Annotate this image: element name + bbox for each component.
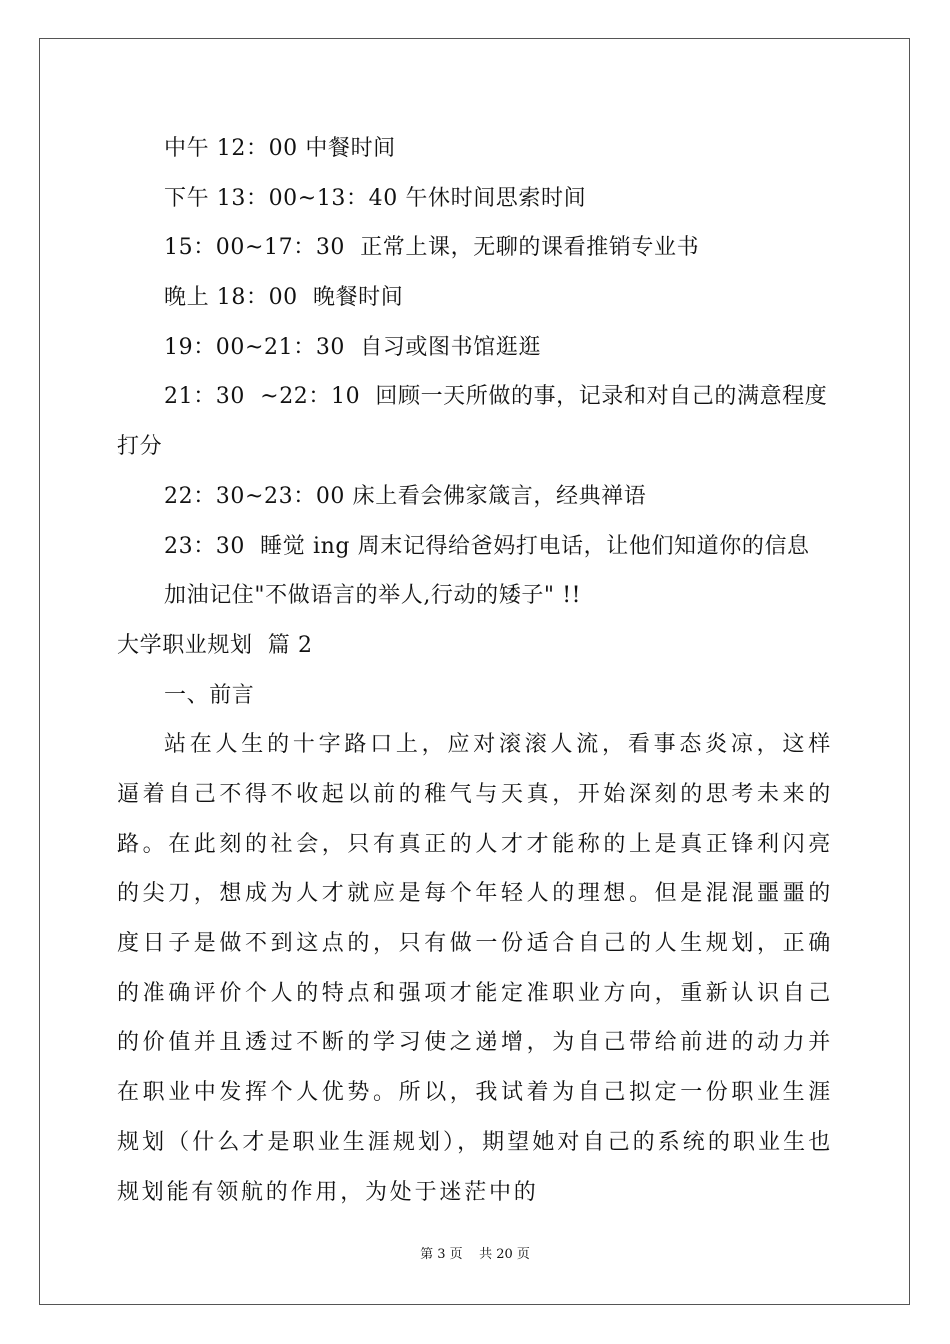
text-line: 15：00~17：30 正常上课，无聊的课看推销专业书 [164, 235, 700, 261]
section-heading: 大学职业规划 篇 2 [117, 632, 313, 658]
body-paragraph: 站在人生的十字路口上，应对滚滚人流，看事态炎凉，这样逼着自己不得不收起以前的稚气与天真，开始深刻的思考未来的路。在此刻的社会，只有真正的人才才能称的上是真正锋利闪亮的尖刀，想成为人才就应是每个年轻人的理想。但是混混噩噩的度日子是做不到这点的，只有做一份适合自己的人生规划，正确的准确评价个人的特点和强项才能定准职业方向，重新认识自己的价值并且透过不断的学习使之递增，为自己带给前进的动力并在职业中发挥个人优势。所以，我试着为自己拟定一份职业生涯规划（什么才是职业生涯规划），期望她对自己的系统的职业生也规划能有领航的作用，为处于迷茫中的 [117, 732, 833, 1205]
subsection-heading: 一、前言 [164, 682, 255, 708]
text-line: 22：30~23：00 床上看会佛家箴言，经典禅语 [164, 483, 647, 509]
text-line: 晚上 18：00 晚餐时间 [164, 285, 404, 311]
text-line: 下午 13：00~13：40 午休时间思索时间 [164, 185, 587, 211]
page-number-footer: 第 3 页 共 20 页 [420, 1247, 530, 1262]
text-line: 23：30 睡觉 ing 周末记得给爸妈打电话，让他们知道你的信息 [164, 533, 810, 559]
text-line: 21：30 ~22：10 回顾一天所做的事，记录和对自己的满意程度 [164, 384, 828, 410]
text-line: 中午 12：00 中餐时间 [164, 136, 396, 161]
text-line: 打分 [117, 434, 163, 460]
document-body [117, 124, 833, 1217]
text-line: 加油记住"不做语言的举人,行动的矮子" !! [164, 583, 582, 609]
text-line: 19：00~21：30 自习或图书馆逛逛 [164, 334, 541, 360]
